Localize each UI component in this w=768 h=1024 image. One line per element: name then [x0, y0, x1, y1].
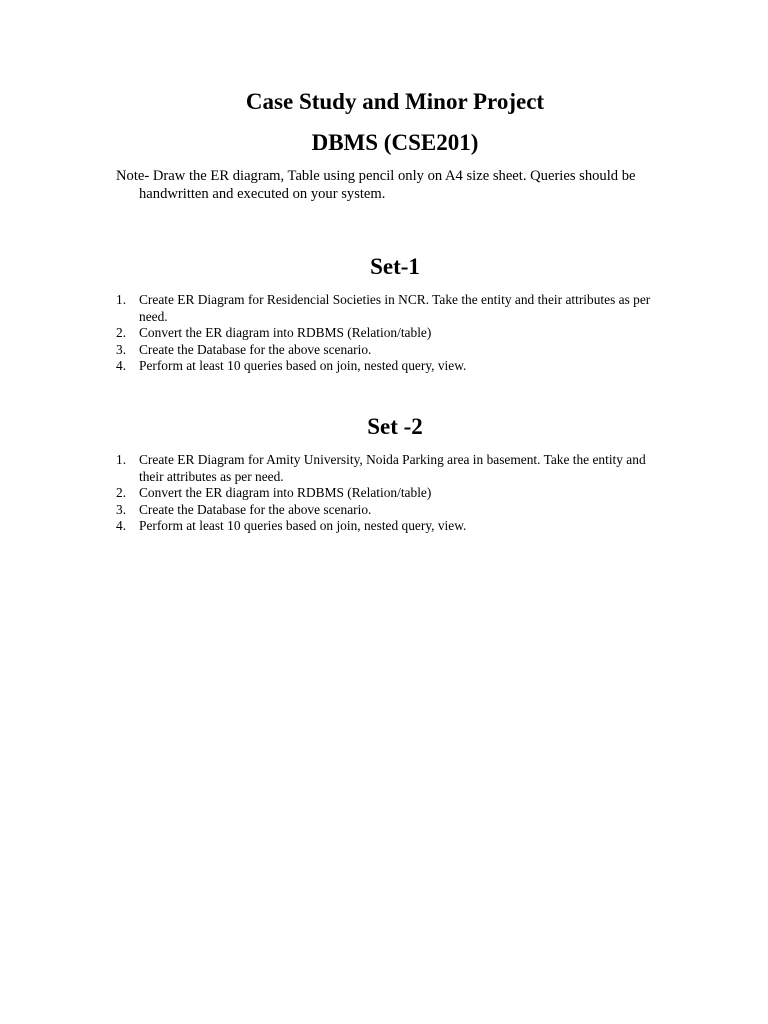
list-item-text: Perform at least 10 queries based on join, nested query, view.: [139, 358, 467, 374]
instruction-note: Note- Draw the ER diagram, Table using pencil only on A4 size sheet. Queries should be handwritten and executed on your system.: [116, 168, 636, 202]
list-item-number: 2.: [116, 325, 127, 341]
list-item: [116, 325, 668, 342]
list-item-text: Create ER Diagram for Residencial Societies in NCR. Take the entity and their attributes as per need.: [139, 292, 651, 324]
course-title: DBMS (CSE201): [311, 130, 479, 155]
list-item-number: 4.: [116, 518, 127, 534]
list-item: [116, 358, 668, 375]
list-item-number: 3.: [116, 501, 127, 517]
set-1-heading: Set-1: [370, 254, 420, 279]
list-item: [116, 452, 668, 485]
page-title: Case Study and Minor Project: [245, 89, 545, 114]
list-item-number: 3.: [116, 341, 127, 357]
list-item-text: Create the Database for the above scenario.: [139, 341, 372, 357]
list-item: [116, 502, 668, 519]
list-item: [116, 292, 668, 325]
set-2-heading: Set -2: [367, 414, 423, 439]
set-2-task-list: [116, 452, 668, 535]
list-item-text: Convert the ER diagram into RDBMS (Relation/table): [139, 485, 432, 501]
list-item-text: Create ER Diagram for Amity University, Noida Parking area in basement. Take the entity and their attributes as per need.: [139, 452, 646, 484]
list-item-text: Convert the ER diagram into RDBMS (Relation/table): [139, 325, 432, 341]
set-1-task-list: [116, 292, 668, 375]
list-item-number: 1.: [116, 452, 127, 467]
list-item: [116, 485, 668, 502]
list-item: [116, 342, 668, 359]
list-item-number: 4.: [116, 358, 127, 374]
list-item: [116, 518, 668, 535]
list-item-text: Perform at least 10 queries based on join, nested query, view.: [139, 518, 467, 534]
list-item-number: 2.: [116, 485, 127, 501]
list-item-text: Create the Database for the above scenario.: [139, 501, 372, 517]
list-item-number: 1.: [116, 292, 127, 307]
